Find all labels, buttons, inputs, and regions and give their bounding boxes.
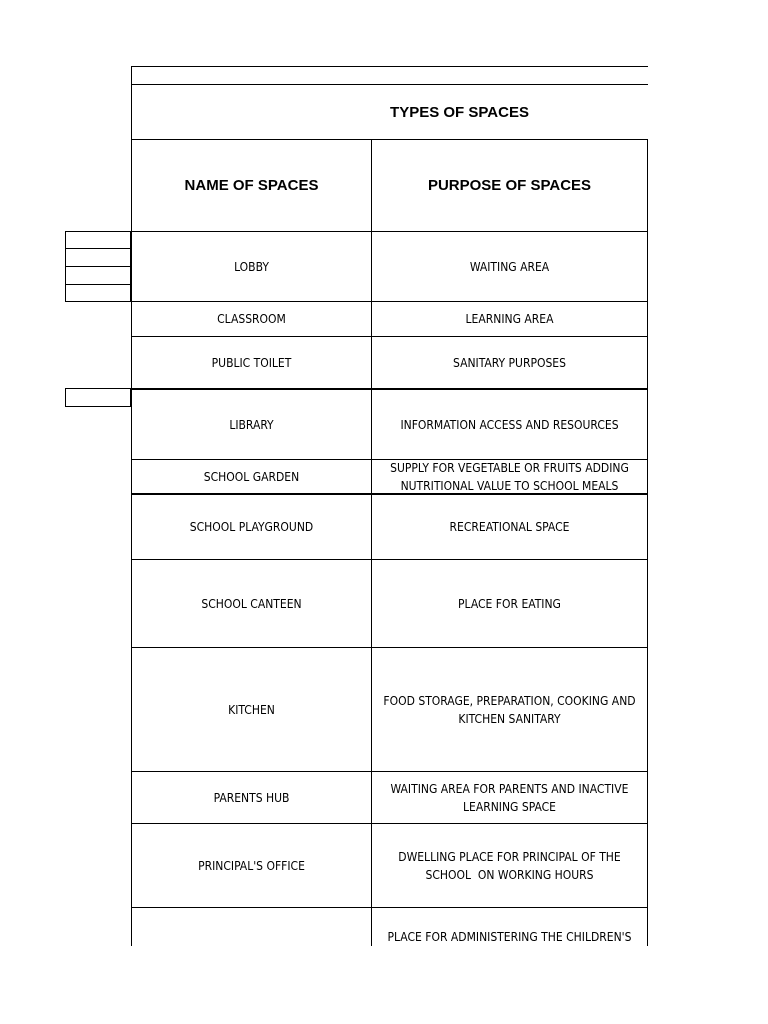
space-name-cell: KITCHEN	[228, 702, 275, 717]
space-purpose-cell: WAITING AREA FOR PARENTS AND INACTIVE LEARNING SPACE	[390, 781, 629, 814]
table-border-right	[647, 139, 648, 946]
space-purpose-cell: RECREATIONAL SPACE	[449, 520, 570, 534]
space-purpose-cell: SANITARY PURPOSES	[453, 355, 566, 370]
row-line	[131, 66, 648, 67]
header-purpose-of-spaces: PURPOSE OF SPACES	[427, 177, 592, 194]
space-name-cell: SCHOOL CANTEEN	[201, 596, 302, 611]
space-purpose-cell: PLACE FOR ADMINISTERING THE CHILDREN'S	[387, 930, 632, 944]
space-name-cell: SCHOOL GARDEN	[203, 469, 300, 484]
space-name-cell: PARENTS HUB	[213, 790, 290, 805]
space-name-cell: PUBLIC TOILET	[211, 355, 292, 370]
margin-cell	[65, 248, 131, 267]
table-title: TYPES OF SPACES	[390, 103, 529, 121]
space-purpose-cell: INFORMATION ACCESS AND RESOURCES	[400, 417, 619, 432]
space-purpose-cell: WAITING AREA	[469, 259, 550, 274]
space-name-cell	[132, 908, 371, 946]
space-name-cell: CLASSROOM	[217, 312, 286, 326]
space-name-cell: PRINCIPAL'S OFFICE	[198, 858, 305, 873]
space-purpose-cell: LEARNING AREA	[465, 312, 554, 326]
space-purpose-cell: FOOD STORAGE, PREPARATION, COOKING AND KITCHEN SANITARY	[383, 693, 636, 726]
header-name-of-spaces: NAME OF SPACES	[184, 177, 319, 194]
margin-cell	[65, 266, 131, 285]
space-purpose-cell: DWELLING PLACE FOR PRINCIPAL OF THE SCHOOL ON WORKING HOURS	[398, 849, 625, 882]
space-name-cell: LOBBY	[234, 259, 269, 274]
space-name-cell: LIBRARY	[229, 417, 274, 432]
space-purpose-cell: SUPPLY FOR VEGETABLE OR FRUITS ADDING NUTRITIONAL VALUE TO SCHOOL MEALS	[390, 460, 629, 493]
margin-cell	[65, 388, 131, 407]
space-purpose-cell: PLACE FOR EATING	[458, 596, 561, 611]
margin-cell	[65, 284, 131, 302]
margin-cell	[65, 231, 131, 249]
space-name-cell: SCHOOL PLAYGROUND	[189, 520, 314, 534]
